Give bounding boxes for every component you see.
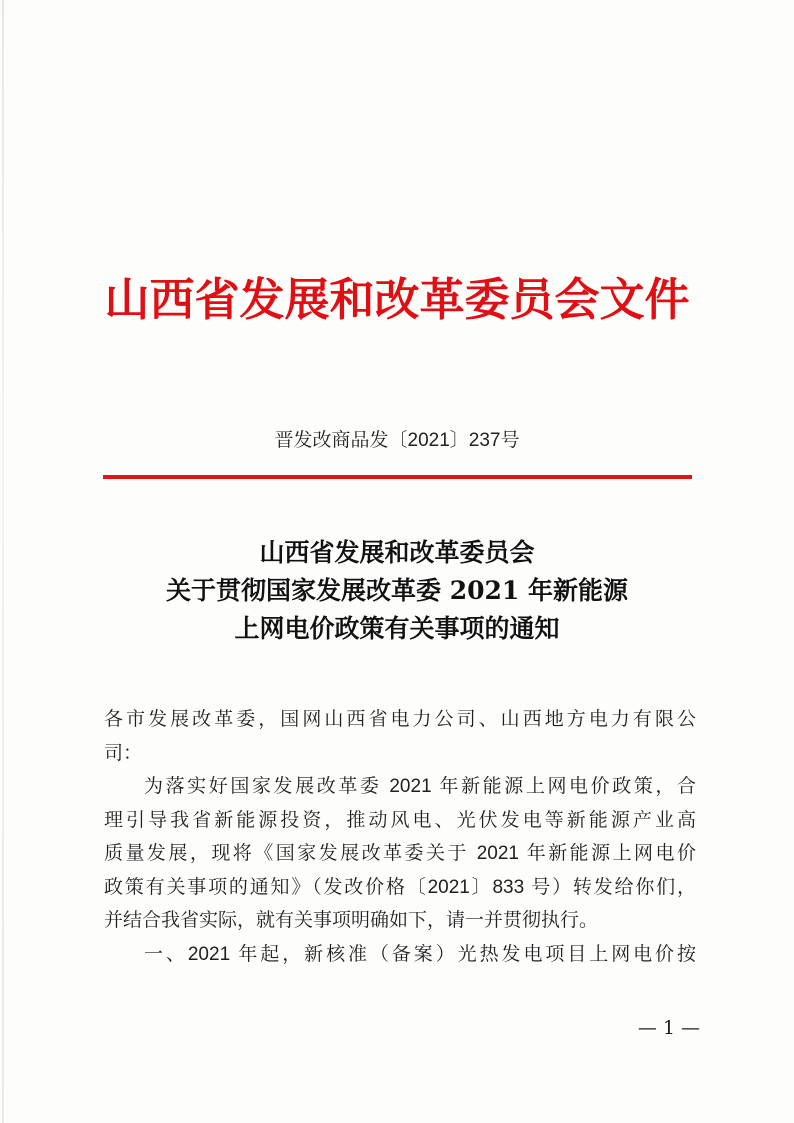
body-line-paragraph-1-5: 并结合我省实际，就有关事项明确如下，请一并贯彻执行。 [104, 910, 599, 931]
notice-title [100, 534, 694, 648]
notice-title-line-3: 上网电价政策有关事项的通知 [234, 614, 560, 643]
body-line-paragraph-1-1: 为落实好国家发展改革委 2021 年新能源上网电价政策，合 [144, 776, 696, 797]
body-line-item-1: 一、2021 年起，新核准（备案）光热发电项目上网电价按 [144, 943, 696, 965]
red-separator-line [103, 475, 692, 479]
notice-body [104, 703, 696, 971]
body-line-paragraph-1-4: 政策有关事项的通知》（发改价格〔2021〕833 号）转发给你们， [104, 876, 696, 898]
scan-edge-shadow [2, 0, 4, 1123]
document-number: 晋发改商品发〔2021〕237号 [274, 430, 520, 451]
body-line-addressees-2: 司： [104, 742, 143, 764]
issuer-header-title: 山西省发展和改革委员会文件 [104, 273, 690, 326]
body-line-addressees-1: 各市发展改革委，国网山西省电力公司、山西地方电力有限公 [104, 709, 696, 730]
body-line-paragraph-1-2: 理引导我省新能源投资，推动风电、光伏发电等新能源产业高 [104, 809, 696, 831]
page-number: — 1 — [637, 1017, 700, 1039]
notice-title-line-2: 关于贯彻国家发展改革委 2021 年新能源 [166, 576, 628, 605]
notice-title-line-1: 山西省发展和改革委员会 [259, 538, 535, 567]
body-line-paragraph-1-3: 质量发展，现将《国家发展改革委关于 2021 年新能源上网电价 [104, 843, 696, 864]
